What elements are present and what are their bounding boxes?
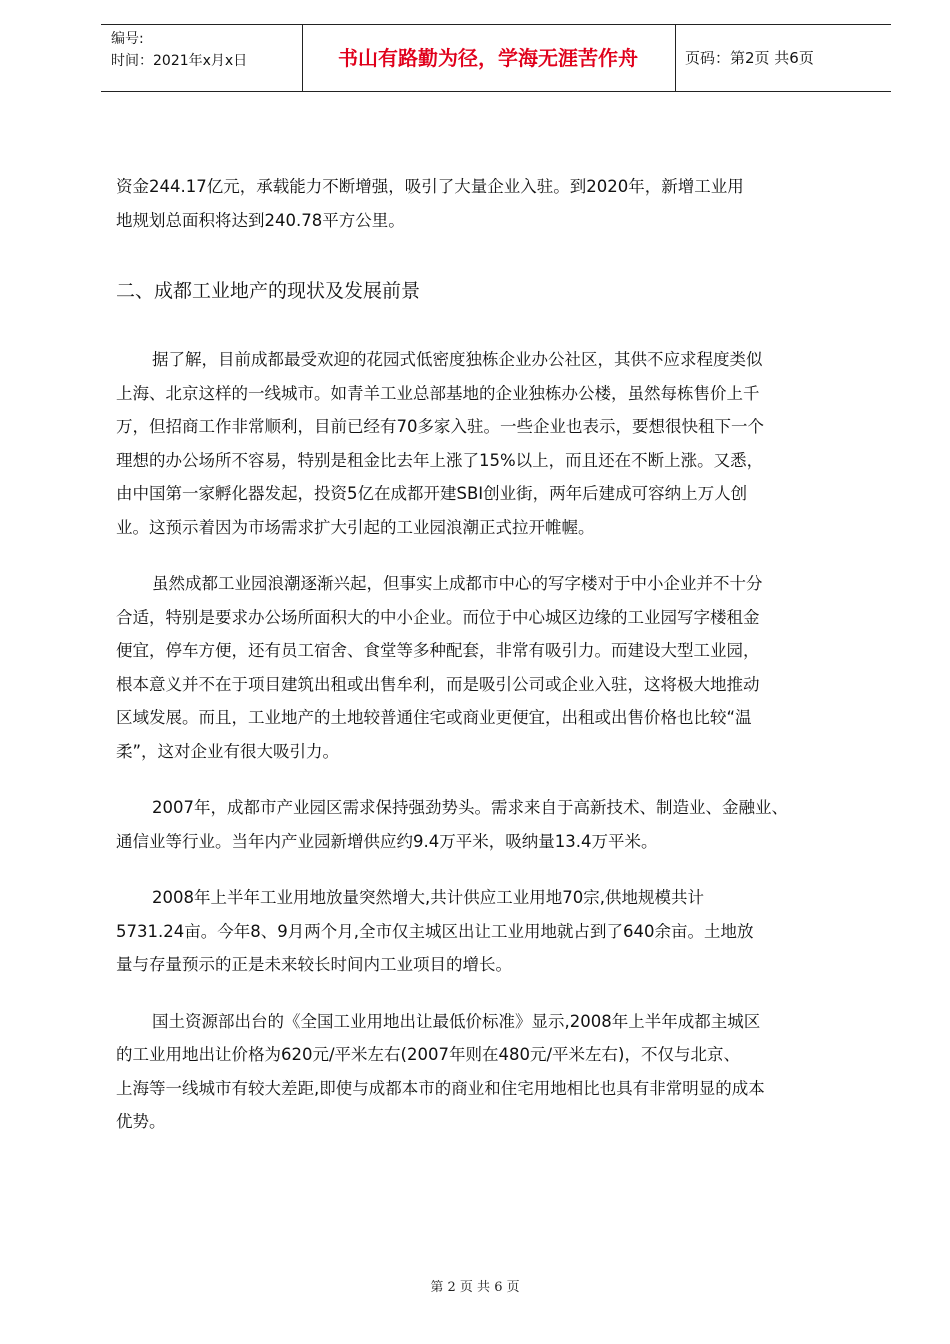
text-line: 虽然成都工业园浪潮逐渐兴起，但事实上成都市中心的写字楼对于中小企业并不十分 — [152, 574, 763, 593]
page-footer: 第 2 页 共 6 页 — [430, 1280, 520, 1295]
document-date-label: 时间：2021年x月x日 — [111, 53, 248, 69]
paragraph — [116, 343, 896, 544]
text-line: 万，但招商工作非常顺利，目前已经有70多家入驻。一些企业也表示，要想很快租下一个 — [116, 417, 764, 436]
paragraph — [116, 170, 896, 237]
text-line: 国土资源部出台的《全国工业用地出让最低价标准》显示,2008年上半年成都主城区 — [152, 1011, 761, 1031]
text-line: 区域发展。而且，工业地产的土地较普通住宅或商业更便宜，出租或出售价格也比较“温 — [116, 708, 752, 727]
text-line: 上海等一线城市有较大差距,即使与成都本市的商业和住宅用地相比也具有非常明显的成本 — [116, 1078, 765, 1098]
header-divider — [675, 25, 676, 91]
text-line: 地规划总面积将达到240.78平方公里。 — [116, 210, 405, 230]
text-line: 据了解，目前成都最受欢迎的花园式低密度独栋企业办公社区，其供不应求程度类似 — [152, 350, 763, 369]
text-line: 的工业用地出让价格为620元/平米左右(2007年则在480元/平米左右)，不仅与北京、 — [116, 1045, 740, 1064]
header-motto: 书山有路勤为径，学海无涯苦作舟 — [338, 46, 638, 70]
page-header — [101, 24, 891, 92]
text-line: 便宜，停车方便，还有员工宿舍、食堂等多种配套，非常有吸引力。而建设大型工业园， — [116, 641, 760, 660]
text-line: 通信业等行业。当年内产业园新增供应约9.4万平米，吸纳量13.4万平米。 — [116, 831, 658, 851]
paragraph — [116, 567, 896, 768]
text-line: 资金244.17亿元，承载能力不断增强，吸引了大量企业入驻。到2020年，新增工业用 — [116, 177, 744, 196]
text-line: 业。这预示着因为市场需求扩大引起的工业园浪潮正式拉开帷幄。 — [116, 517, 595, 537]
header-page-number: 页码：第2页 共6页 — [685, 49, 814, 67]
text-line: 2008年上半年工业用地放量突然增大,共计供应工业用地70宗,供地规模共计 — [152, 888, 704, 907]
header-meta — [111, 28, 247, 72]
text-line: 优势。 — [116, 1112, 166, 1131]
paragraph — [116, 881, 896, 982]
document-number-label: 编号: — [111, 31, 144, 47]
text-line: 柔”，这对企业有很大吸引力。 — [116, 741, 340, 761]
text-line: 5731.24亩。今年8、9月两个月,全市仅主城区出让工业用地就占到了640余亩。土地放 — [116, 921, 754, 941]
text-line: 根本意义并不在于项目建筑出租或出售牟利，而是吸引公司或企业入驻，这将极大地推动 — [116, 674, 760, 694]
text-line: 量与存量预示的正是未来较长时间内工业项目的增长。 — [116, 955, 512, 974]
section-heading: 二、成都工业地产的现状及发展前景 — [116, 280, 421, 302]
text-line: 2007年，成都市产业园区需求保持强劲势头。需求来自于高新技术、制造业、金融业、 — [152, 798, 788, 817]
paragraph — [116, 1005, 896, 1139]
text-line: 合适，特别是要求办公场所面积大的中小企业。而位于中心城区边缘的工业园写字楼租金 — [116, 607, 760, 627]
text-line: 由中国第一家孵化器发起，投资5亿在成都开建SBI创业街，两年后建成可容纳上万人创 — [116, 484, 748, 503]
text-line: 理想的办公场所不容易，特别是租金比去年上涨了15%以上，而且还在不断上涨。又悉， — [116, 450, 764, 470]
paragraph — [116, 791, 896, 858]
text-line: 上海、北京这样的一线城市。如青羊工业总部基地的企业独栋办公楼，虽然每栋售价上千 — [116, 383, 760, 403]
document-body — [116, 170, 896, 1139]
